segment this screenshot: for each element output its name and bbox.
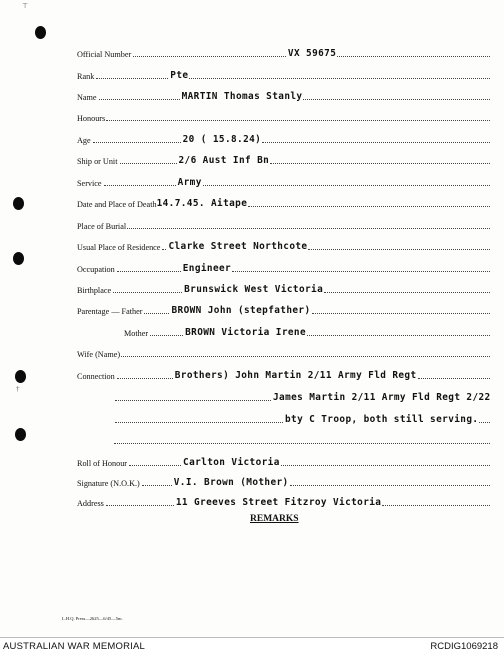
- field-place-of-burial: [77, 217, 490, 231]
- field-honours: [77, 109, 490, 123]
- field-label: Age: [77, 136, 91, 145]
- field-value: Engineer: [182, 263, 232, 274]
- connection-line-3: [113, 411, 490, 425]
- field-label: Occupation: [77, 265, 115, 274]
- field-value: Army: [177, 177, 202, 188]
- field-connection: [77, 367, 490, 381]
- field-label: Rank: [77, 72, 95, 81]
- field-parentage-father: [77, 302, 490, 316]
- field-label: Birthplace: [77, 286, 112, 295]
- record-id: RCDIG1069218: [430, 641, 498, 652]
- archive-name: AUSTRALIAN WAR MEMORIAL: [3, 641, 146, 652]
- field-value: VX 59675: [287, 48, 337, 59]
- field-label: Mother: [124, 329, 149, 338]
- field-label: Signature (N.O.K.): [77, 479, 140, 488]
- field-value: Brunswick West Victoria: [184, 284, 324, 295]
- field-label: Parentage — Father: [77, 307, 143, 316]
- field-value: James Martin 2/11 Army Fld Regt 2/22: [273, 392, 491, 403]
- field-label: Service: [77, 179, 102, 188]
- field-value: bty C Troop, both still serving.: [285, 414, 479, 425]
- field-value: 11 Greeves Street Fitzroy Victoria: [175, 497, 382, 508]
- field-rank: [77, 67, 490, 81]
- field-official-number: [77, 45, 490, 59]
- field-value: Carlton Victoria: [183, 457, 280, 468]
- field-service: [77, 174, 490, 188]
- field-label: Place of Burial: [77, 222, 127, 231]
- remarks-heading: REMARKS: [250, 514, 299, 524]
- field-value: 14.7.45. Aitape: [156, 198, 248, 209]
- field-address: [77, 494, 490, 508]
- field-label: Official Number: [77, 50, 132, 59]
- field-name: [77, 88, 490, 102]
- field-value: 2/6 Aust Inf Bn: [178, 155, 270, 166]
- field-value: MARTIN Thomas Stanly: [181, 91, 303, 102]
- field-label: Connection: [77, 372, 115, 381]
- field-label: Usual Place of Residence: [77, 243, 161, 252]
- field-label: Ship or Unit: [77, 157, 118, 166]
- field-age: [77, 131, 490, 145]
- field-value: BROWN John (stepfather): [171, 305, 311, 316]
- field-label: Date and Place of Death: [77, 200, 157, 209]
- field-occupation: [77, 260, 490, 274]
- scan-mark: †: [16, 385, 20, 393]
- punch-hole: [35, 26, 46, 39]
- punch-hole: [13, 252, 24, 265]
- archive-footer: [0, 637, 504, 655]
- connection-line-4: [113, 432, 490, 446]
- punch-hole: [15, 370, 26, 383]
- field-label: Address: [77, 499, 104, 508]
- field-ship-or-unit: [77, 152, 490, 166]
- field-value: 20 ( 15.8.24): [182, 134, 262, 145]
- field-value: Clarke Street Northcote: [168, 241, 308, 252]
- field-mother: [124, 324, 490, 338]
- connection-line-2: [113, 389, 490, 403]
- field-value: Brothers) John Martin 2/11 Army Fld Regt: [174, 370, 417, 381]
- field-signature: [77, 474, 490, 488]
- field-value: BROWN Victoria Irene: [185, 327, 306, 338]
- field-usual-residence: [77, 238, 490, 252]
- field-birthplace: [77, 281, 490, 295]
- field-label: Roll of Honour: [77, 459, 128, 468]
- printer-note: L.H.Q. Press—2625—6/45—5m.: [62, 616, 123, 621]
- field-value: Pte: [170, 70, 189, 81]
- field-roll-of-honour: [77, 454, 490, 468]
- field-value: V.I. Brown (Mother): [173, 477, 289, 488]
- punch-hole: [13, 197, 24, 210]
- field-label: Honours: [77, 114, 106, 123]
- field-date-place-death: [77, 195, 490, 209]
- punch-hole: [15, 428, 26, 441]
- field-label: Name: [77, 93, 97, 102]
- field-label: Wife (Name): [77, 350, 121, 359]
- scan-mark: ⊤: [22, 2, 29, 10]
- field-wife: [77, 345, 490, 359]
